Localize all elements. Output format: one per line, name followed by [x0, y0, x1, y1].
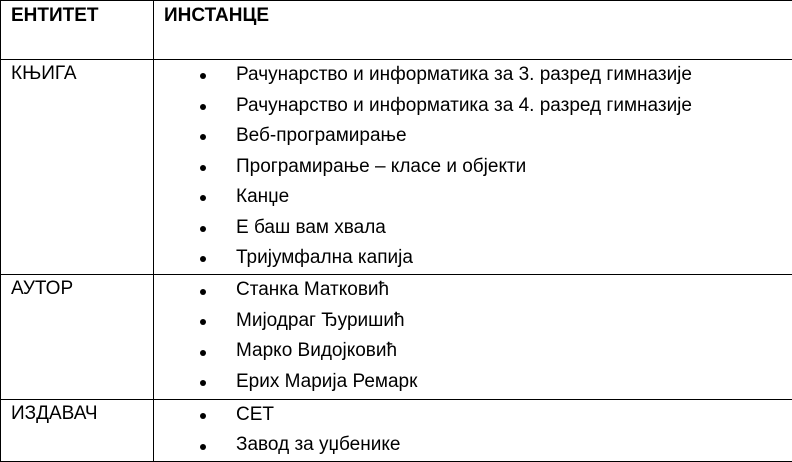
bullet-icon	[200, 275, 208, 306]
bullet-icon	[200, 213, 208, 244]
list-item	[154, 121, 792, 152]
entity-cell	[1, 275, 154, 399]
table-row-author	[1, 275, 792, 399]
instance-list	[154, 275, 792, 397]
bullet-icon	[200, 121, 208, 152]
list-item	[154, 400, 792, 431]
list-item-text: Мијодраг Ђуришић	[236, 309, 405, 331]
list-item-text: Рачунарство и информатика за 4. разред гимназије	[236, 94, 692, 116]
bullet-icon	[200, 306, 208, 337]
bullet-icon	[200, 243, 208, 274]
list-item-text: Рачунарство и информатика за 3. разред гимназије	[236, 64, 692, 86]
entity-label: АУТОР	[11, 278, 74, 300]
header-instances-label: ИНСТАНЦЕ	[164, 5, 270, 26]
list-item	[154, 152, 792, 183]
list-item-text: Станка Матковић	[236, 279, 390, 301]
list-item-text: Канџе	[236, 186, 290, 208]
entity-cell	[1, 399, 154, 461]
list-item-text: Тријумфална капија	[236, 247, 413, 269]
list-item-text: СЕТ	[236, 403, 274, 425]
bullet-icon	[200, 400, 208, 431]
table-row-publisher	[1, 399, 792, 461]
list-item-text: Програмирање – класе и објекти	[236, 155, 527, 177]
list-item	[154, 430, 792, 461]
list-item	[154, 336, 792, 367]
header-entity-cell	[1, 1, 154, 60]
entity-label: ИЗДАВАЧ	[11, 402, 98, 424]
header-entity-label: ЕНТИТЕТ	[11, 5, 99, 26]
instance-list	[154, 400, 792, 461]
list-item-text: Завод за уџбенике	[236, 434, 401, 456]
entity-cell	[1, 60, 154, 275]
list-item	[154, 367, 792, 398]
list-item	[154, 275, 792, 306]
list-item-text: Е баш вам хвала	[236, 216, 386, 238]
instance-list	[154, 60, 792, 274]
bullet-icon	[200, 152, 208, 183]
list-item	[154, 243, 792, 274]
list-item	[154, 306, 792, 337]
list-item-text: Марко Видојковић	[236, 340, 398, 362]
bullet-icon	[200, 367, 208, 398]
bullet-icon	[200, 430, 208, 461]
list-item	[154, 60, 792, 91]
bullet-icon	[200, 60, 208, 91]
instances-cell	[154, 399, 792, 461]
table-row-book	[1, 60, 792, 275]
list-item-text: Веб-програмирање	[236, 125, 407, 147]
bullet-icon	[200, 91, 208, 122]
header-instances-cell	[154, 1, 792, 60]
entity-label: КЊИГА	[11, 63, 77, 85]
bullet-icon	[200, 182, 208, 213]
list-item	[154, 213, 792, 244]
instances-cell	[154, 275, 792, 399]
list-item-text: Ерих Марија Ремарк	[236, 370, 418, 392]
bullet-icon	[200, 336, 208, 367]
list-item	[154, 182, 792, 213]
list-item	[154, 91, 792, 122]
instances-cell	[154, 60, 792, 275]
table-header-row	[1, 1, 792, 60]
